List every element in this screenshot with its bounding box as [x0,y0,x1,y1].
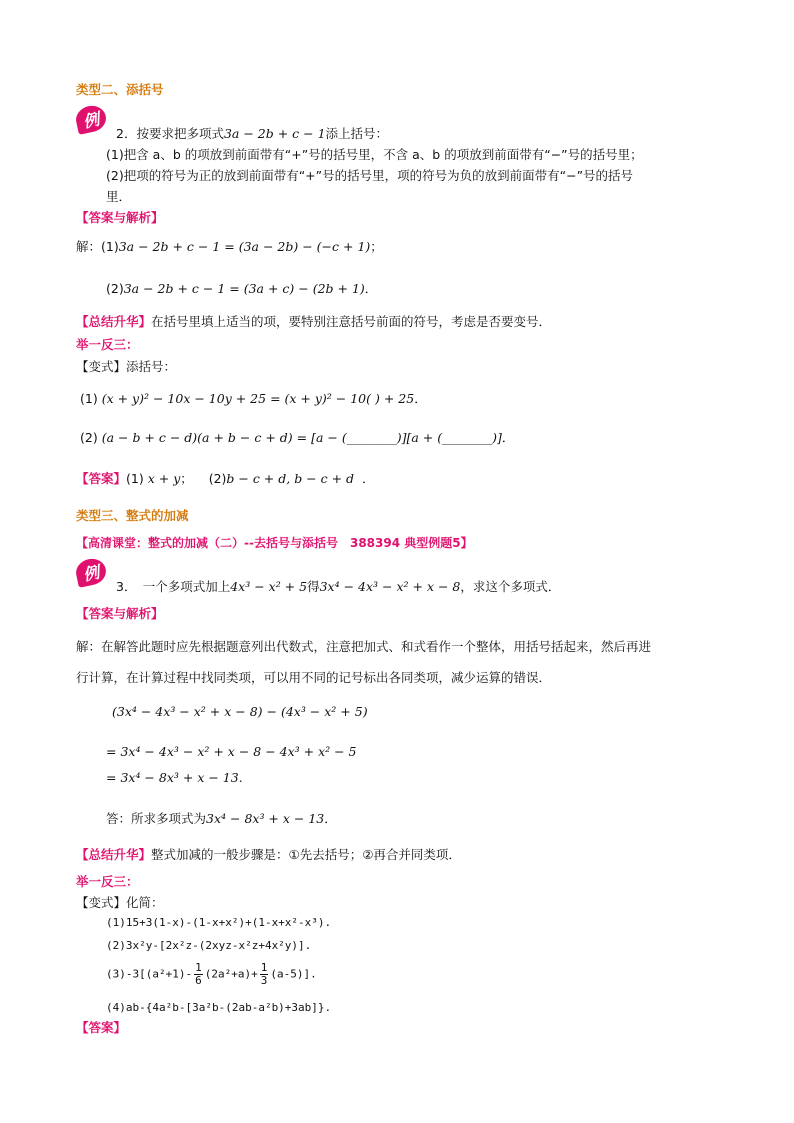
example-2-item-1: (1)把含 a、b 的项放到前面带有“+”号的括号里，不含 a、b 的项放到前面带有“−”号的括号里； [106,147,643,162]
example-2-item-2b: 里． [106,189,132,204]
variant-2-title: 【变式】化简： [76,895,164,910]
example-2-item-2a: (2)把项的符号为正的放到前面带有“+”号的括号里，项的符号为负的放到前面带有“−”号的括号 [106,168,634,183]
example-3-step-3: = 3x⁴ − 8x³ + x − 13. [106,770,243,785]
variant-1-answer: 【答案】(1) x + y； (2)b − c + d, b − c + d ． [76,471,375,486]
example-3-solution-para-1: 解：在解答此题时应先根据题意列出代数式，注意把加式、和式看作一个整体，用括号括起来，然后再进 [76,639,652,654]
variant-1-question-2: (2) (a − b + c − d)(a + b − c + d) = [a − (________)][a + (________)]． [80,430,515,445]
section-title-3: 类型三、整式的加减 [76,508,189,523]
example-3-step-2: = 3x⁴ − 4x³ − x² + x − 8 − 4x³ + x² − 5 [106,744,357,759]
example-3-final-answer: 答：所求多项式为3x⁴ − 8x³ + x − 13． [106,811,337,826]
section-title-2: 类型二、添括号 [76,82,164,97]
variant-1-question-1: (1) (x + y)² − 10x − 10y + 25 = (x + y)² − 10( ) + 25． [80,391,427,406]
example-2-stem: 2．按要求把多项式3a − 2b + c − 1添上括号： [116,126,389,141]
variant-2-question-2: (2)3x²y-[2x²z-(2xyz-x²z+4x²y)]. [106,939,312,952]
example-3-step-1: (3x⁴ − 4x³ − x² + x − 8) − (4x³ − x² + 5) [112,704,368,719]
variant-1-title: 【变式】添括号： [76,359,177,374]
practice-label-2: 举一反三： [76,874,139,889]
answer-label: 【答案与解析】 [76,210,164,225]
example-2-solution-1: 解：(1)3a − 2b + c − 1 = (3a − 2b) − (−c + 1)； [76,239,383,254]
variant-2-question-1: (1)15+3(1-x)-(1-x+x²)+(1-x+x²-x³). [106,916,332,929]
example-2-solution-2: (2)3a − 2b + c − 1 = (3a + c) − (2b + 1)． [106,281,378,296]
variant-2-question-3: (3)-3[(a²+1)- $\frac{1}{6}$ (2a²+a)+ $\frac{1}{3}$ (a-5)]. [106,961,317,987]
example-badge-icon: 例 [74,556,109,588]
example-badge-icon: 例 [74,103,109,135]
fraction-one-third: $\frac{1}{3}$ [260,961,268,987]
example-3-solution-para-2: 行计算，在计算过程中找同类项，可以用不同的记号标出各同类项，减少运算的错误． [76,670,552,685]
practice-label-1: 举一反三： [76,337,139,352]
answer-label: 【答案与解析】 [76,606,164,621]
summary-2: 【总结升华】整式加减的一般步骤是：①先去括号；②再合并同类项． [76,847,461,862]
fraction-one-sixth: $\frac{1}{6}$ [195,961,202,987]
variant-2-question-4: (4)ab-{4a²b-[3a²b-(2ab-a²b)+3ab]}. [106,1001,332,1014]
lesson-reference: 【高清课堂：整式的加减（二）--去括号与添括号 388394 典型例题5】 [76,536,473,550]
variant-2-answer-label: 【答案】 [76,1020,127,1035]
example-3-stem: 3． 一个多项式加上4x³ − x² + 5得3x⁴ − 4x³ − x² + x − 8，求这个多项式． [116,579,561,594]
summary-1: 【总结升华】在括号里填上适当的项，要特别注意括号前面的符号，考虑是否要变号． [76,314,552,329]
